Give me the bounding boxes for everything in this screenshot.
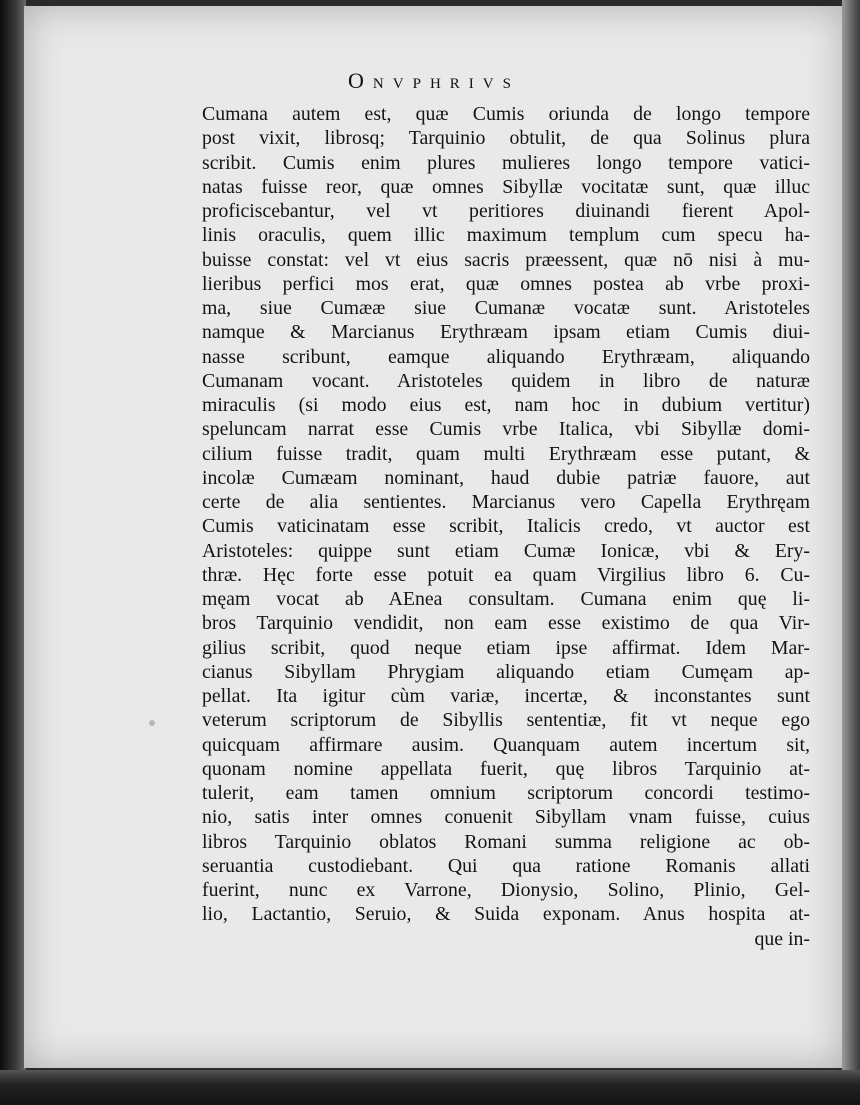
text-line: seruantia custodiebant. Qui qua ratione Romanis allati bbox=[202, 854, 810, 877]
text-line: proficiscebantur, vel vt peritiores diuinandi fierent Apol- bbox=[202, 200, 810, 222]
page-blemish bbox=[149, 720, 155, 726]
book-spine-shadow bbox=[0, 0, 26, 1105]
text-line: incolæ Cumæam nominant, haud dubie patriæ fauore, aut bbox=[202, 466, 810, 489]
text-line: lio, Lactantio, Seruio, & Suida exponam. Anus hospita at- bbox=[202, 903, 810, 926]
text-line: gilius scribit, quod neque etiam ipse affirmat. Idem Mar- bbox=[202, 636, 810, 659]
running-header: Onvphrivs bbox=[348, 68, 520, 93]
text-line: natas fuisse reor, quæ omnes Sibyllæ vocitatæ sunt, quæ illuc bbox=[202, 175, 810, 198]
text-line: ma, siue Cumææ siue Cumanæ vocatæ sunt. Aristoteles bbox=[202, 297, 810, 319]
text-line: quicquam affirmare ausim. Quanquam autem incertum sit, bbox=[202, 733, 810, 756]
text-line: speluncam narrat esse Cumis vrbe Italica, vbi Sibyllæ domi- bbox=[202, 418, 810, 441]
text-line: thræ. Hęc forte esse potuit ea quam Virgilius libro 6. Cu- bbox=[202, 563, 810, 586]
book-page bbox=[24, 6, 844, 1068]
body-text bbox=[202, 102, 810, 951]
text-line: Cumis vaticinatam esse scribit, Italicis credo, vt auctor est bbox=[202, 515, 810, 538]
text-line: miraculis (si modo eius est, nam hoc in dubium vertitur) bbox=[202, 394, 810, 416]
text-line: quonam nomine appellata fuerit, quę libros Tarquinio at- bbox=[202, 757, 810, 780]
text-line: linis oraculis, quem illic maximum templum cum specu ha- bbox=[202, 224, 810, 247]
text-line: pellat. Ita igitur cùm variæ, incertæ, & inconstantes sunt bbox=[202, 685, 810, 707]
text-line: post vixit, librosq; Tarquinio obtulit, de qua Solinus plura bbox=[202, 127, 810, 150]
text-line: Cumanam vocant. Aristoteles quidem in libro de naturæ bbox=[202, 369, 810, 392]
text-line: tulerit, eam tamen omnium scriptorum concordi testimo- bbox=[202, 782, 810, 804]
text-line: cilium fuisse tradit, quam multi Erythræam esse putant, & bbox=[202, 442, 810, 465]
text-line: veterum scriptorum de Sibyllis sententiæ, fit vt neque ego bbox=[202, 709, 810, 732]
text-line: męam vocat ab AEnea consultam. Cumana enim quę li- bbox=[202, 588, 810, 610]
text-line: nio, satis inter omnes conuenit Sibyllam vnam fuisse, cuius bbox=[202, 806, 810, 829]
text-line: buisse constat: vel vt eius sacris præessent, quæ nō nisi à mu- bbox=[202, 248, 810, 271]
text-line: lieribus perfici mos erat, quæ omnes postea ab vrbe proxi- bbox=[202, 272, 810, 295]
text-line: scribit. Cumis enim plures mulieres longo tempore vatici- bbox=[202, 151, 810, 174]
text-line: libros Tarquinio oblatos Romani summa religione ac ob- bbox=[202, 830, 810, 853]
text-line: cianus Sibyllam Phrygiam aliquando etiam Cumęam ap- bbox=[202, 660, 810, 683]
text-line: Cumana autem est, quæ Cumis oriunda de longo tempore bbox=[202, 103, 810, 125]
text-line: certe de alia sentientes. Marcianus vero Capella Erythręam bbox=[202, 491, 810, 513]
text-line: namque & Marcianus Erythræam ipsam etiam Cumis diui- bbox=[202, 321, 810, 344]
bottom-edge-shadow bbox=[0, 1070, 860, 1105]
page-edge-shadow bbox=[842, 0, 860, 1105]
text-line: Aristoteles: quippe sunt etiam Cumæ Ionicæ, vbi & Ery- bbox=[202, 539, 810, 562]
text-line: bros Tarquinio vendidit, non eam esse existimo de qua Vir- bbox=[202, 612, 810, 635]
text-line: nasse scribunt, eamque aliquando Erythræam, aliquando bbox=[202, 345, 810, 368]
text-line: fuerint, nunc ex Varrone, Dionysio, Solino, Plinio, Gel- bbox=[202, 879, 810, 901]
catchword: que in- bbox=[754, 927, 810, 950]
